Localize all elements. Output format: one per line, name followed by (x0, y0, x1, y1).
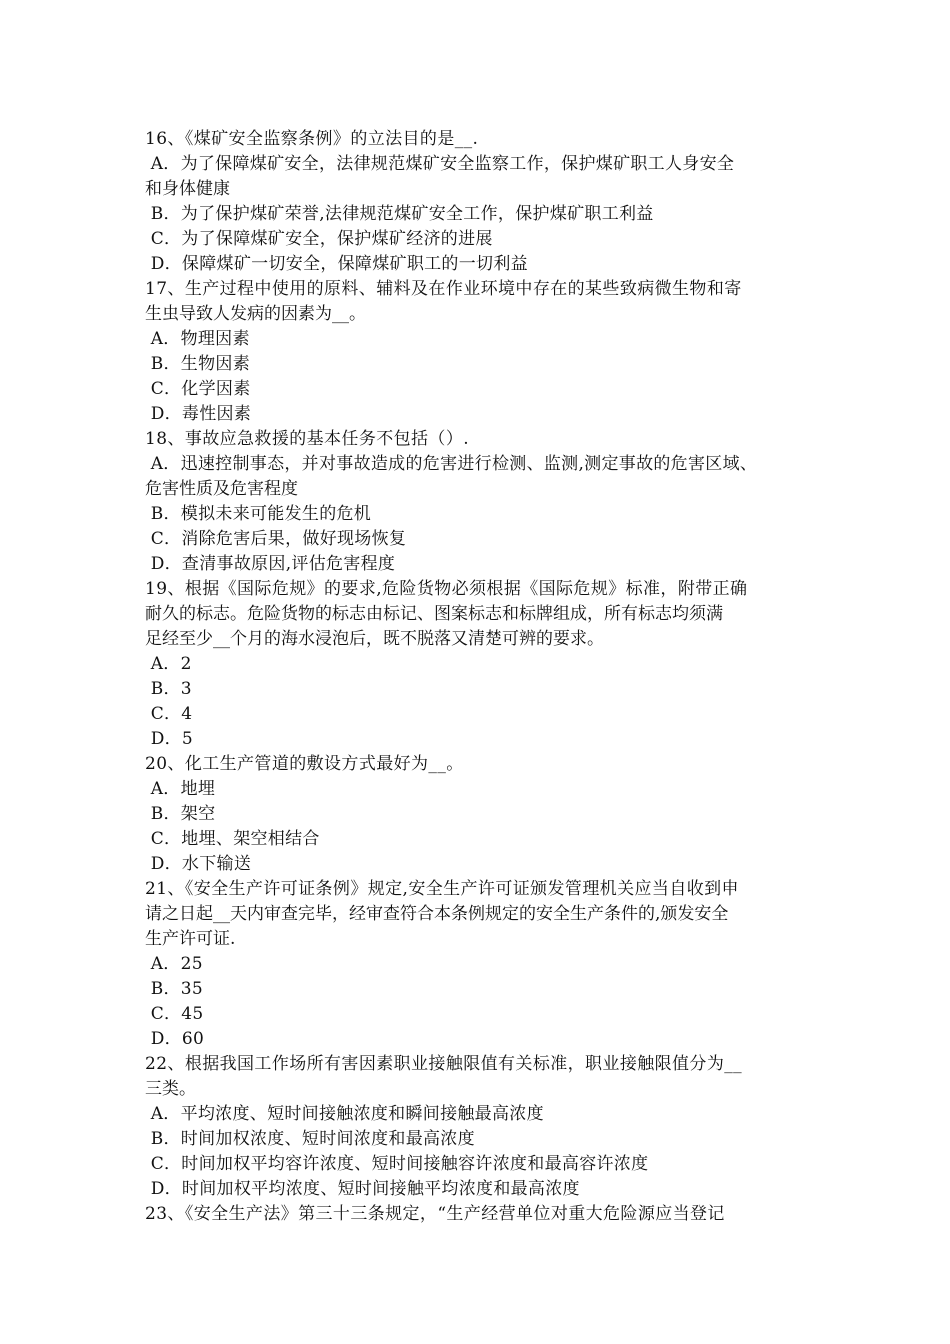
text-continuation: 危害性质及危害程度 (145, 479, 298, 499)
text-continuation: 足经至少__个月的海水浸泡后，既不脱落又清楚可辨的要求。 (145, 629, 604, 649)
answer-option: D．60 (145, 1029, 205, 1049)
answer-option: D．时间加权平均浓度、短时间接触平均浓度和最高浓度 (145, 1179, 580, 1199)
answer-option: D．5 (145, 729, 194, 749)
answer-option: C．消除危害后果，做好现场恢复 (145, 529, 407, 549)
question-text: 16、《煤矿安全监察条例》的立法目的是__. (145, 129, 479, 149)
text-continuation: 生虫导致人发病的因素为__。 (145, 304, 366, 324)
text-continuation: 生产许可证. (145, 929, 236, 949)
answer-option: C．45 (145, 1004, 204, 1024)
question-text: 21、《安全生产许可证条例》规定,安全生产许可证颁发管理机关应当自收到申 (145, 879, 739, 899)
answer-option: B．时间加权浓度、短时间浓度和最高浓度 (145, 1129, 475, 1149)
answer-option: A．2 (145, 654, 192, 674)
answer-option: B．35 (145, 979, 204, 999)
question-text: 19、根据《国际危规》的要求,危险货物必须根据《国际危规》标准，附带正确 (145, 579, 748, 599)
question-text: 22、根据我国工作场所有害因素职业接触限值有关标准，职业接触限值分为__ (145, 1054, 743, 1074)
answer-option: D．查清事故原因,评估危害程度 (145, 554, 396, 574)
text-continuation: 耐久的标志。危险货物的标志由标记、图案标志和标牌组成，所有标志均须满 (145, 604, 723, 624)
answer-option: A．物理因素 (145, 329, 250, 349)
text-continuation: 和身体健康 (145, 179, 230, 199)
question-text: 17、生产过程中使用的原料、辅料及在作业环境中存在的某些致病微生物和寄 (145, 279, 742, 299)
text-continuation: 三类。 (145, 1079, 196, 1099)
answer-option: B．模拟未来可能发生的危机 (145, 504, 372, 524)
question-text: 23、《安全生产法》第三十三条规定，“生产经营单位对重大危险源应当登记 (145, 1204, 725, 1224)
answer-option: A．25 (145, 954, 203, 974)
answer-option: D．水下输送 (145, 854, 252, 874)
answer-option: C．化学因素 (145, 379, 251, 399)
text-continuation: 请之日起__天内审查完毕，经审查符合本条例规定的安全生产条件的,颁发安全 (145, 904, 729, 924)
answer-option: A．地埋 (145, 779, 216, 799)
question-text: 20、化工生产管道的敷设方式最好为__。 (145, 754, 464, 774)
answer-option: A．为了保障煤矿安全，法律规范煤矿安全监察工作，保护煤矿职工人身安全 (145, 154, 735, 174)
answer-option: C．时间加权平均容许浓度、短时间接触容许浓度和最高容许浓度 (145, 1154, 649, 1174)
answer-option: D．保障煤矿一切安全，保障煤矿职工的一切利益 (145, 254, 528, 274)
question-text: 18、事故应急救援的基本任务不包括（）. (145, 429, 470, 449)
answer-option: C．为了保障煤矿安全，保护煤矿经济的进展 (145, 229, 493, 249)
answer-option: A．平均浓度、短时间接触浓度和瞬间接触最高浓度 (145, 1104, 544, 1124)
answer-option: D．毒性因素 (145, 404, 252, 424)
answer-option: A．迅速控制事态，并对事故造成的危害进行检测、监测,测定事故的危害区域、 (145, 454, 758, 474)
answer-option: C．地埋、架空相结合 (145, 829, 320, 849)
answer-option: B．3 (145, 679, 192, 699)
answer-option: C．4 (145, 704, 193, 724)
answer-option: B．生物因素 (145, 354, 250, 374)
answer-option: B．为了保护煤矿荣誉,法律规范煤矿安全工作，保护煤矿职工利益 (145, 204, 654, 224)
answer-option: B．架空 (145, 804, 216, 824)
exam-questions-text (145, 127, 820, 1227)
